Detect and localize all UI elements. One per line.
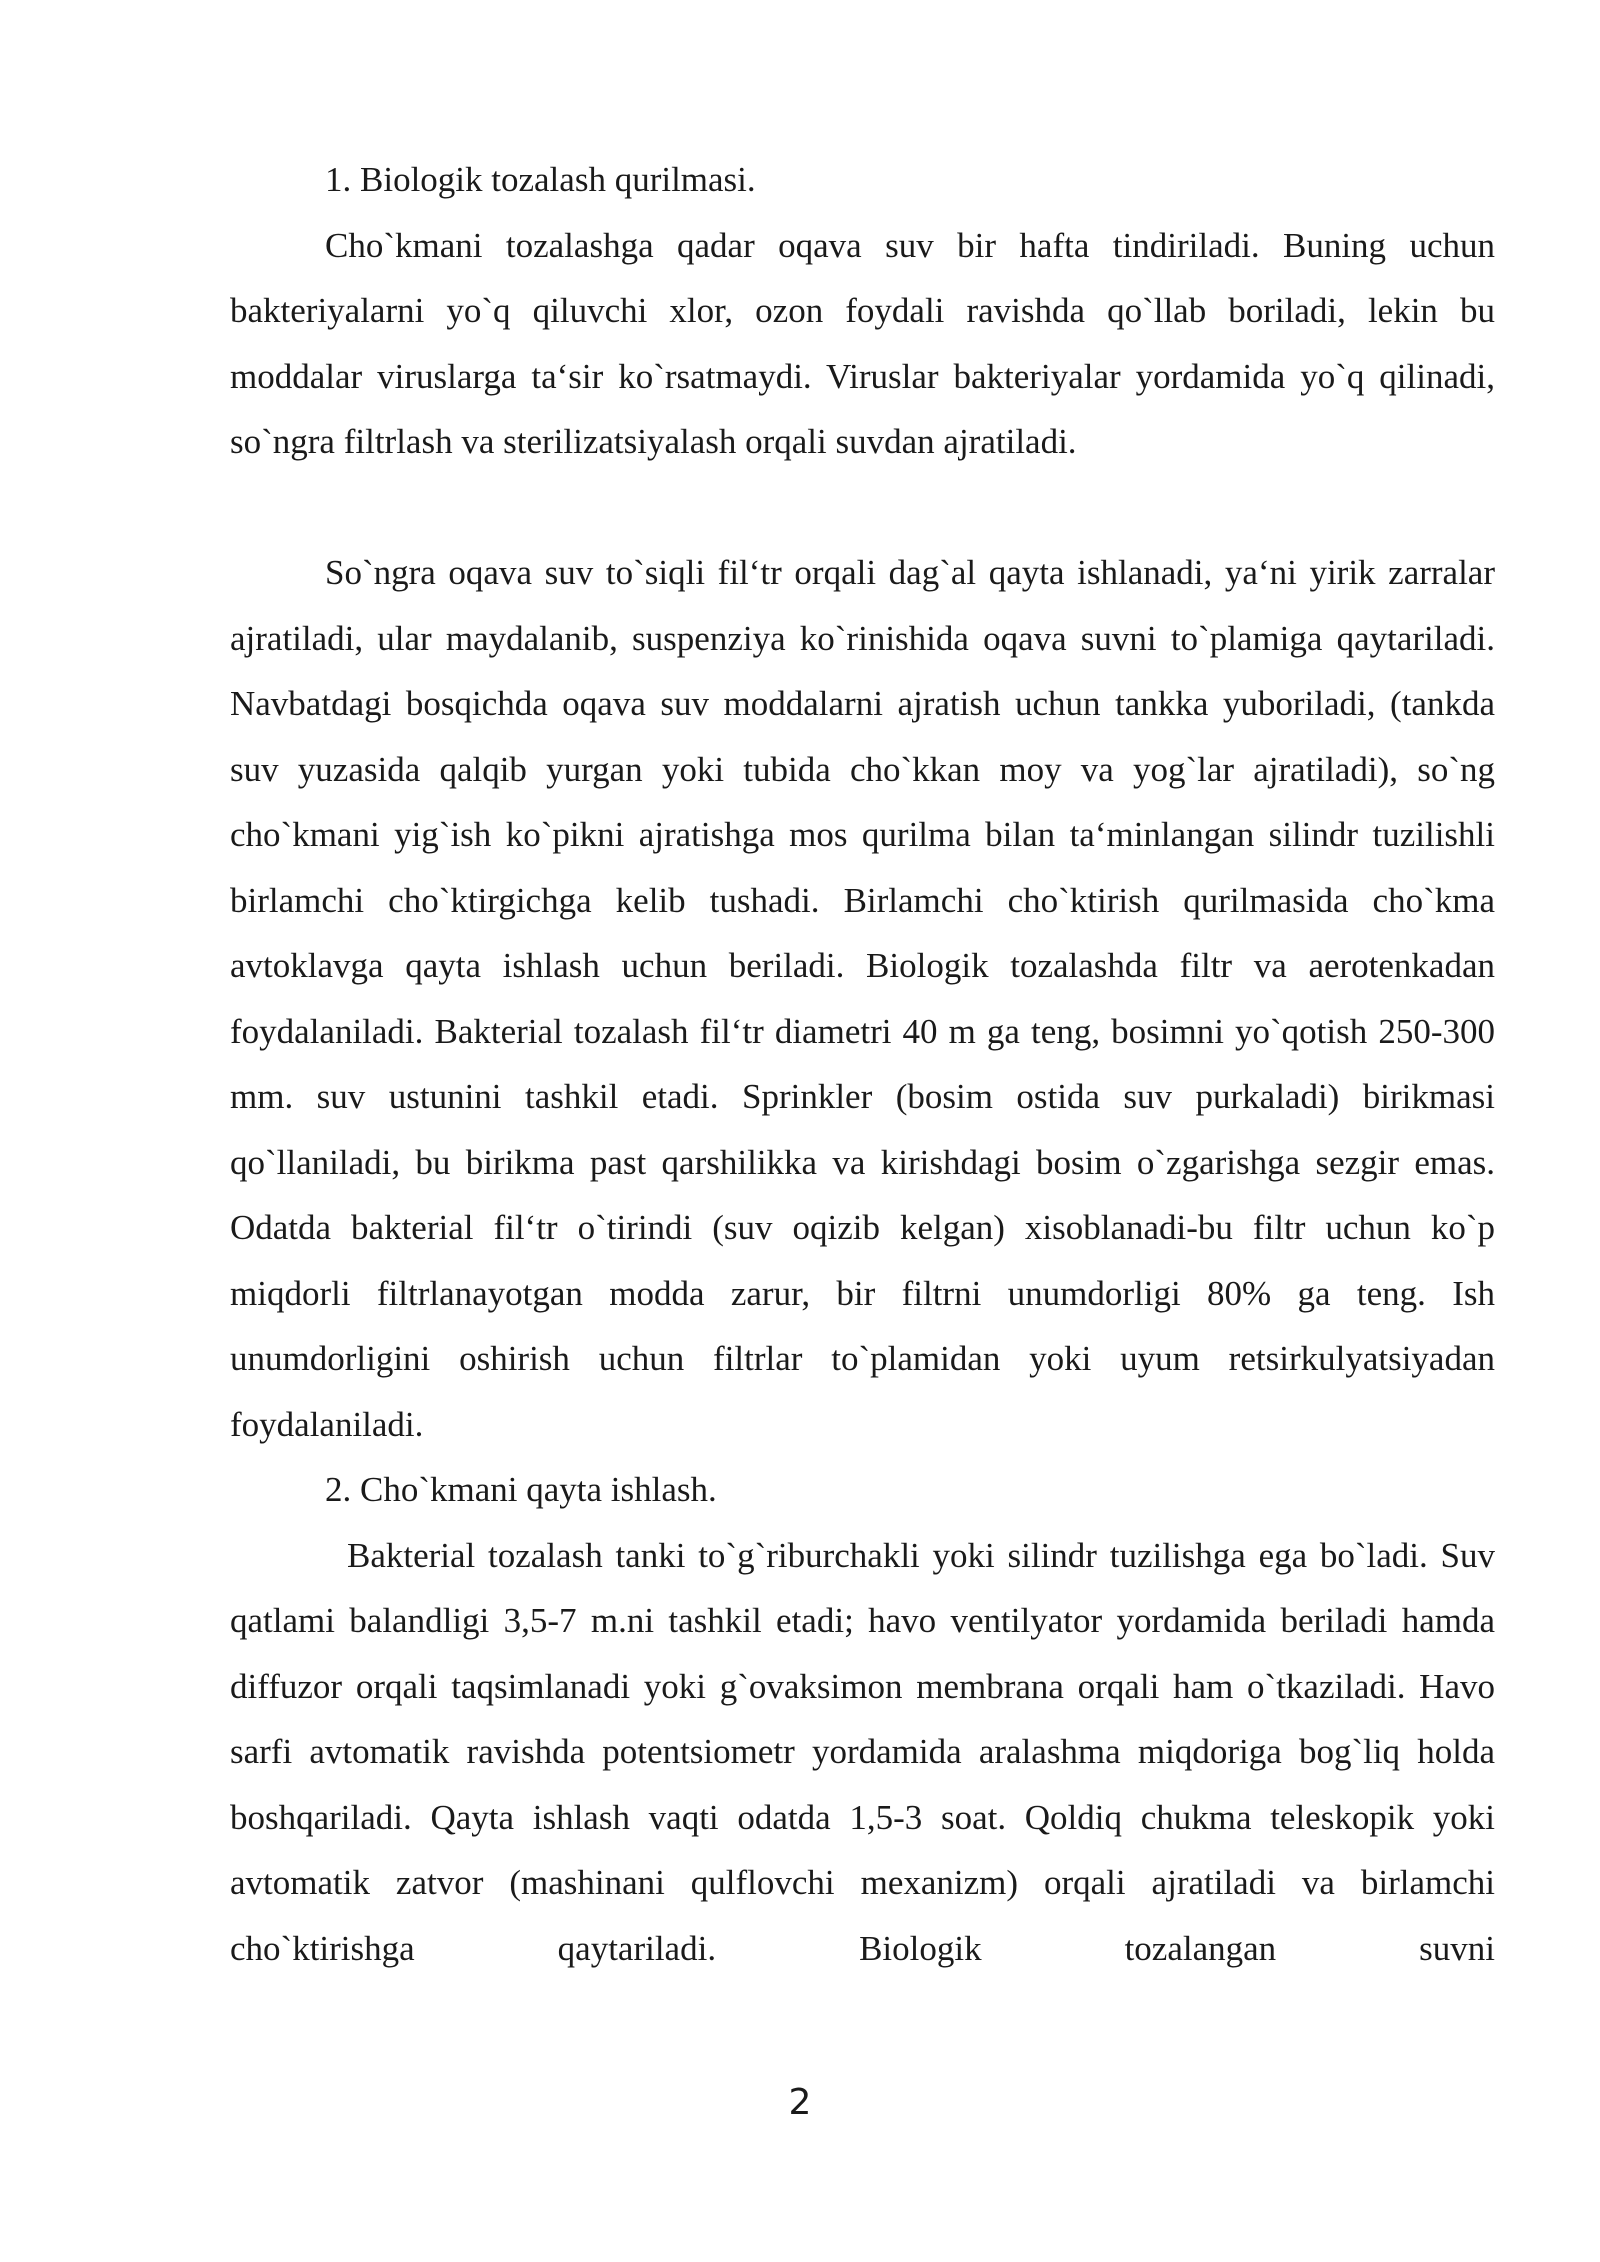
section-heading-1: 1. Biologik tozalash qurilmasi. xyxy=(325,160,756,199)
document-body xyxy=(230,147,1495,1981)
paragraph-1: Cho`kmani tozalashga qadar oqava suv bir hafta tindiriladi. Buning uchun bakteriyalarni yo`q qiluvchi xlor, ozon foydali ravishda qo`llab boriladi, lekin bu moddalar viruslarga ta‘sir ko`rsatmaydi. Viruslar bakteriyalar yordamida yo`q qilinadi, so`ngra filtrlash va sterilizatsiyalash orqali suvdan ajratiladi. xyxy=(230,225,1495,461)
paragraph-spacer xyxy=(230,475,1495,541)
page-number: 2 xyxy=(788,2082,812,2123)
paragraph-3: Bakterial tozalash tanki to`g`riburchakli yoki silindr tuzilishga ega bo`ladi. Suv qatlami balandligi 3,5-7 m.ni tashkil etadi; havo ventilyator yordamida beriladi hamda diffuzor orqali taqsimlanadi yoki g`ovaksimon membrana orqali ham o`tkaziladi. Havo sarfi avtomatik ravishda potentsiometr yordamida aralashma miqdoriga bog`liq holda boshqariladi. Qayta ishlash vaqti odatda 1,5-3 soat. Qoldiq chukma teleskopik yoki avtomatik zatvor (mashinani qulflovchi mexanizm) orqali ajratiladi va birlamchi cho`ktirishga qaytariladi. Biologik tozalangan suvni xyxy=(230,1535,1495,1968)
section-heading-2: 2. Cho`kmani qayta ishlash. xyxy=(325,1470,717,1509)
paragraph-2: So`ngra oqava suv to`siqli fil‘tr orqali dag`al qayta ishlanadi, ya‘ni yirik zarralar ajratiladi, ular maydalanib, suspenziya ko`rinishida oqava suvni to`plamiga qaytariladi. Navbatdagi bosqichda oqava suv moddalarni ajratish uchun tankka yuboriladi, (tankda suv yuzasida qalqib yurgan yoki tubida cho`kkan moy va yog`lar ajratiladi), so`ng cho`kmani yig`ish ko`pikni ajratishga mos qurilma bilan ta‘minlangan silindr tuzilishli birlamchi cho`ktirgichga kelib tushadi. Birlamchi cho`ktirish qurilmasida cho`kma avtoklavga qayta ishlash uchun beriladi. Biologik tozalashda filtr va aerotenkadan foydalaniladi. Bakterial tozalash fil‘tr diametri 40 m ga teng, bosimni yo`qotish 250-300 mm. suv ustunini tashkil etadi. Sprinkler (bosim ostida suv purkaladi) birikmasi qo`llaniladi, bu birikma past qarshilikka va kirishdagi bosim o`zgarishga sezgir emas. Odatda bakterial fil‘tr o`tirindi (suv oqizib kelgan) xisoblanadi-bu filtr uchun ko`p miqdorli filtrlanayotgan modda zarur, bir filtrni unumdorligi 80% ga teng. Ish unumdorligini oshirish uchun filtrlar to`plamidan yoki uyum retsirkulyatsiyadan foydalaniladi. xyxy=(230,553,1495,1444)
